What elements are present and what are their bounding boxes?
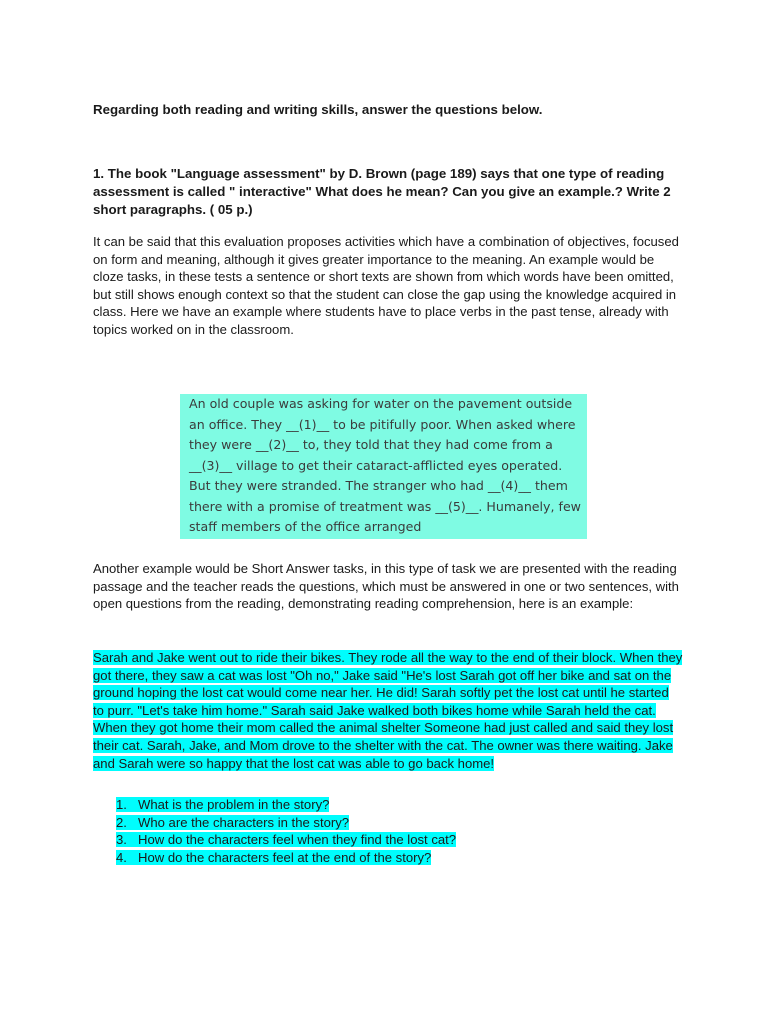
story-questions-list	[116, 796, 456, 866]
list-item-number: 3.	[116, 832, 127, 848]
list-item-number: 1.	[116, 797, 127, 812]
story-passage	[93, 649, 683, 772]
list-item	[116, 796, 456, 814]
list-item	[116, 831, 456, 849]
list-item-text: How do the characters feel when they find the lost cat?	[138, 832, 457, 848]
cloze-example-image	[180, 394, 587, 539]
list-item	[116, 849, 456, 867]
story-passage-text: Sarah and Jake went out to ride their bikes. They rode all the way to the end of their block. When they got there, they saw a cat was lost "Oh no," Jake said "He's lost Sarah got off her bike and sat on the ground hoping the lost cat would come near her. He did! Sarah softly pet the lost cat until he started to purr. "Let's take him home." Sarah said Jake walked both bikes home while Sarah held the cat. When they got home their mom called the animal shelter Someone had just called and said they lost their cat. Sarah, Jake, and Mom drove to the shelter with the cat. The owner was there waiting. Jake and Sarah were so happy that the lost cat was able to go back home!	[93, 650, 683, 771]
answer-paragraph-1: It can be said that this evaluation proposes activities which have a combination of objectives, focused on form and meaning, although it gives greater importance to the meaning. An example would be cloze tasks, in these tests a sentence or short texts are shown from which words have been omitted, but still shows enough context so that the student can close the gap using the knowledge acquired in class. Here we have an example where students have to place verbs in the past tense, already with topics worked on in the classroom.	[93, 234, 679, 337]
list-item-text: How do the characters feel at the end of the story?	[138, 849, 432, 865]
list-item-number: 4.	[116, 849, 127, 865]
question-1: 1. The book "Language assessment" by D. Brown (page 189) says that one type of reading assessment is called " interactive" What does he mean? Can you give an example.? Write 2 short paragraphs. ( 05 p.)	[93, 166, 671, 217]
answer-paragraph-2: Another example would be Short Answer tasks, in this type of task we are presented with the reading passage and the teacher reads the questions, which must be answered in one or two sentences, with open questions from the reading, demonstrating reading comprehension, here is an example:	[93, 561, 679, 612]
list-item-text: What is the problem in the story?	[138, 797, 330, 812]
page-heading: Regarding both reading and writing skills, answer the questions below.	[93, 102, 543, 117]
list-item-number: 2.	[116, 814, 127, 830]
cloze-example-text: An old couple was asking for water on the pavement outside an office. They __(1)__ to be pitifully poor. When asked where they were __(2)__ to, they told that they had come from a __(3)__ village to get their cataract-afflicted eyes operated. But they were stranded. The stranger who had __(4)__ them there with a promise of treatment was __(5)__. Humanely, few staff members of the office arranged	[189, 396, 581, 534]
list-item	[116, 814, 456, 832]
list-item-text: Who are the characters in the story?	[138, 814, 350, 830]
